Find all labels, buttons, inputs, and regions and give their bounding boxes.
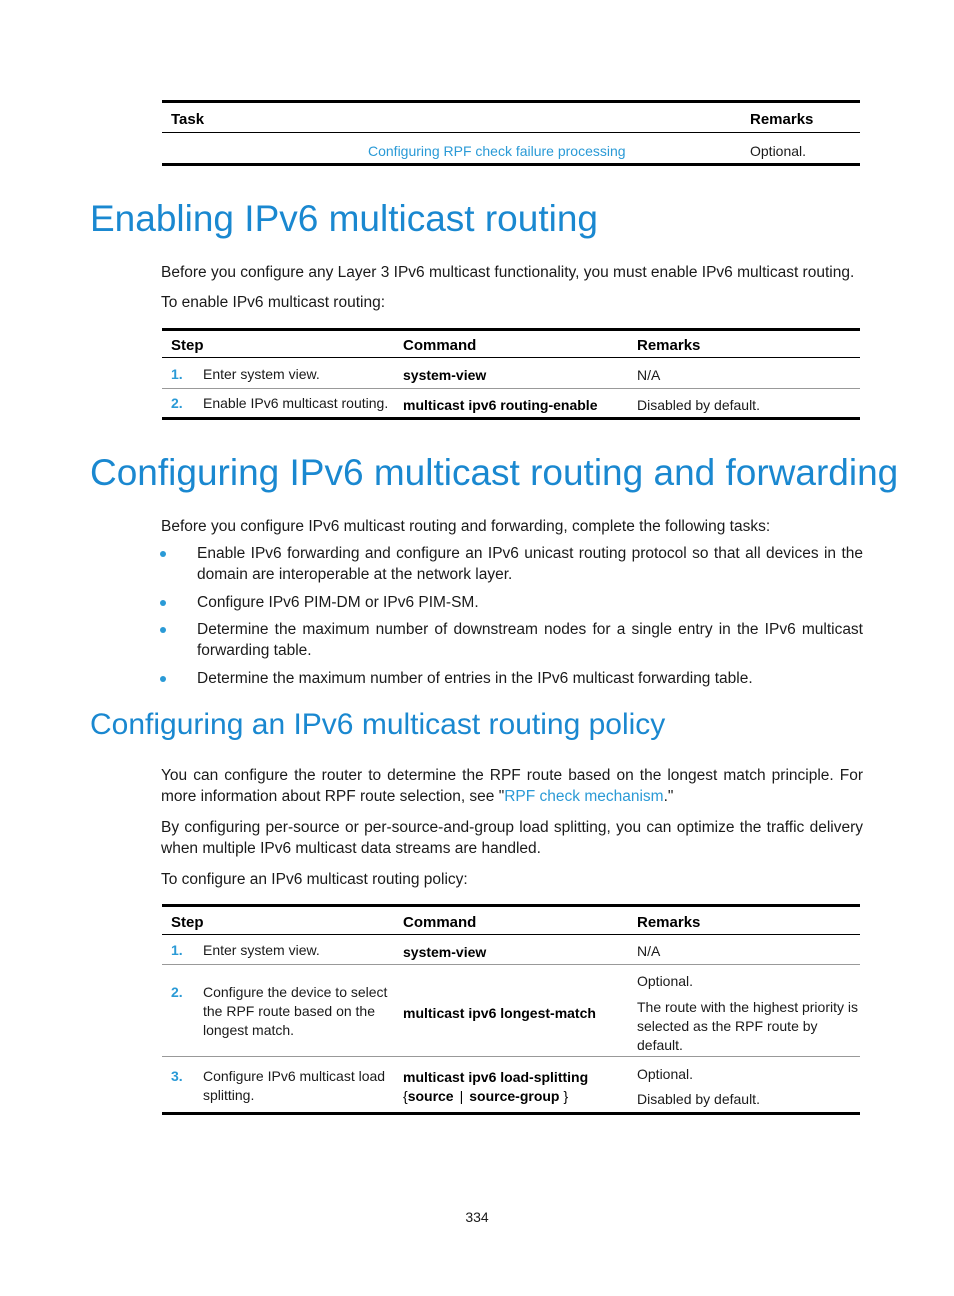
table-top-rule: [162, 100, 860, 103]
bullet-text: Enable IPv6 forwarding and configure an IPv6 unicast routing protocol so that all devices in the domain are interoperable at the network layer.: [197, 545, 863, 583]
table-top-rule: [162, 904, 860, 907]
header-rule: [162, 357, 860, 358]
link-rpf-check-mechanism[interactable]: RPF check mechanism: [504, 788, 664, 805]
header-task: Task: [171, 111, 205, 128]
section3-lead: To configure an IPv6 multicast routing policy:: [161, 871, 468, 888]
step-text: Configure IPv6 multicast load splitting.: [203, 1068, 386, 1103]
remarks-optional: Optional.: [637, 973, 694, 989]
step-number: 1.: [171, 366, 183, 382]
brace-open: {: [403, 1088, 408, 1104]
step-text: Configure the device to select the RPF route based on the longest match.: [203, 984, 388, 1038]
step-number: 2.: [171, 395, 183, 411]
header-command: Command: [403, 337, 477, 354]
step-text: Enter system view.: [203, 942, 320, 958]
table-bottom-rule: [162, 417, 860, 420]
section3-para2: By configuring per-source or per-source-and-group load splitting, you can optimize the traffic delivery when multiple IPv6 multicast data streams are handled.: [161, 819, 863, 857]
command-text: multicast ipv6 load-splitting: [403, 1069, 589, 1085]
link-rpf-check-failure[interactable]: Configuring RPF check failure processing: [368, 143, 626, 159]
bullet-dot: [160, 551, 166, 557]
command-text: system-view: [403, 367, 487, 383]
table-bottom-rule: [162, 1112, 860, 1115]
remarks-text: The route with the highest priority is selected as the RPF route by default.: [637, 999, 858, 1053]
para1-text-after: .": [663, 788, 674, 805]
section1-lead: To enable IPv6 multicast routing:: [161, 294, 386, 311]
header-remarks: Remarks: [750, 111, 814, 128]
step-number: 3.: [171, 1068, 183, 1084]
command-text: multicast ipv6 routing-enable: [403, 397, 598, 413]
header-step: Step: [171, 914, 204, 931]
row-divider: [162, 388, 860, 389]
step-number: 1.: [171, 942, 183, 958]
option-source-group: source-group: [469, 1088, 560, 1104]
row-divider: [162, 1056, 860, 1057]
remarks-cell: Optional.: [750, 143, 807, 159]
row-divider: [162, 964, 860, 965]
bullet-text: Determine the maximum number of downstream nodes for a single entry in the IPv6 multicast forwarding table.: [197, 621, 863, 659]
bullet-dot: [160, 600, 166, 606]
option-separator: |: [459, 1088, 464, 1104]
remarks-optional: Optional.: [637, 1066, 694, 1082]
section2-intro: Before you configure IPv6 multicast routing and forwarding, complete the following tasks:: [161, 518, 771, 535]
bullet-text: Determine the maximum number of entries in the IPv6 multicast forwarding table.: [197, 670, 753, 687]
option-source: source: [407, 1088, 454, 1104]
remarks-text: N/A: [637, 367, 661, 383]
header-rule: [162, 132, 860, 133]
para1-text-before: You can configure the router to determine the RPF route based on the longest match principle. For more information about RPF route selection, see ": [161, 767, 863, 805]
bullet-text: Configure IPv6 PIM-DM or IPv6 PIM-SM.: [197, 594, 479, 611]
step-number: 2.: [171, 984, 183, 1000]
bullet-dot: [160, 627, 166, 633]
table-bottom-rule: [162, 163, 860, 166]
command-text: multicast ipv6 longest-match: [403, 1005, 596, 1021]
header-step: Step: [171, 337, 204, 354]
remarks-text: N/A: [637, 943, 661, 959]
table-top-rule: [162, 328, 860, 331]
bullet-dot: [160, 676, 166, 682]
remarks-text: Disabled by default.: [637, 1091, 760, 1107]
header-remarks: Remarks: [637, 914, 701, 931]
step-text: Enable IPv6 multicast routing.: [203, 395, 389, 411]
header-command: Command: [403, 914, 477, 931]
section1-intro: Before you configure any Layer 3 IPv6 multicast functionality, you must enable IPv6 multicast routing.: [161, 264, 855, 281]
command-text: system-view: [403, 944, 487, 960]
brace-close: }: [563, 1088, 569, 1104]
remarks-text: Disabled by default.: [637, 397, 760, 413]
section-title-enabling: Enabling IPv6 multicast routing: [90, 198, 598, 239]
section-title-configuring-routing-forwarding: Configuring IPv6 multicast routing and forwarding: [90, 452, 899, 493]
step-text: Enter system view.: [203, 366, 320, 382]
subsection-title-routing-policy: Configuring an IPv6 multicast routing policy: [90, 708, 666, 741]
header-remarks: Remarks: [637, 337, 701, 354]
header-rule: [162, 934, 860, 935]
page-number: 334: [465, 1209, 489, 1225]
section3-para1: [161, 765, 863, 807]
command-options: [403, 1087, 568, 1106]
